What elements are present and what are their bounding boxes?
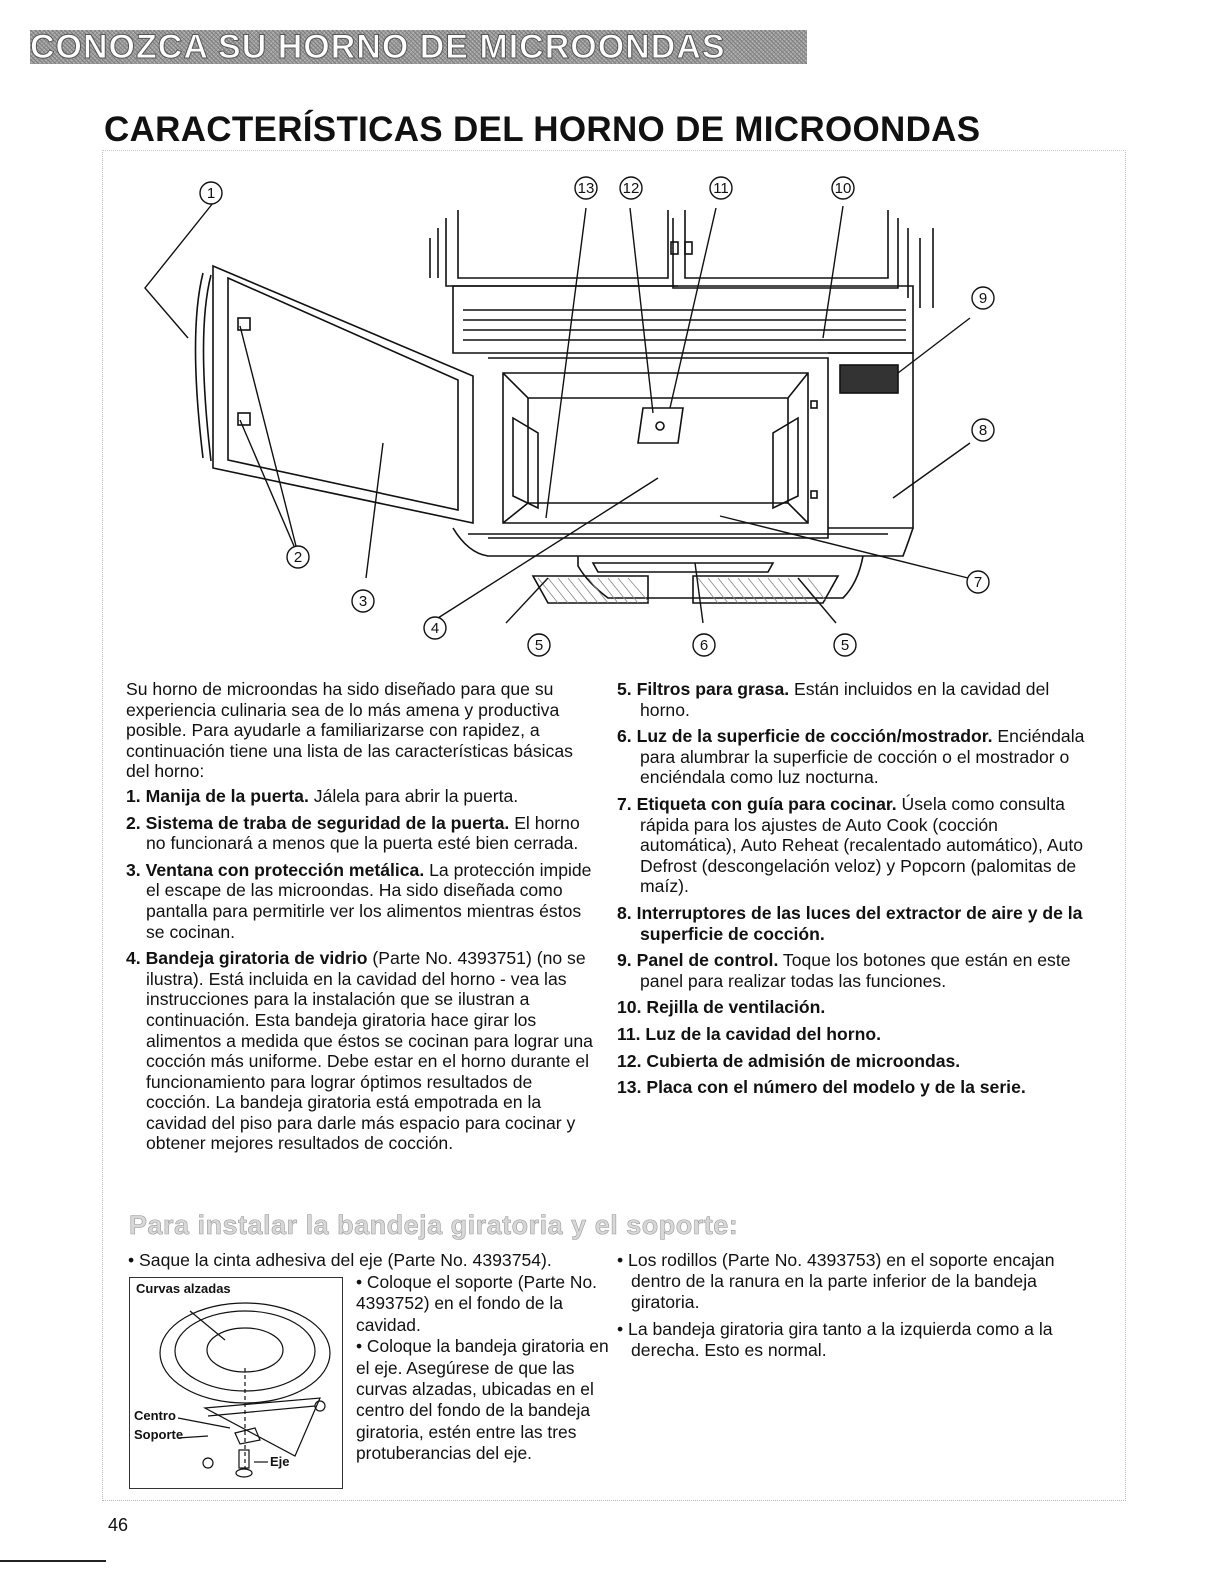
install-bullet-tape: • Saque la cinta adhesiva del eje (Parte No. 4393754). xyxy=(128,1250,552,1270)
feature-item-10: 10. Rejilla de ventilación. xyxy=(617,997,826,1018)
feature-item-11: 11. Luz de la cavidad del horno. xyxy=(617,1023,881,1044)
bottom-rule xyxy=(0,1560,106,1562)
feature-item-13: 13. Placa con el número del modelo y de la serie. xyxy=(617,1077,1026,1098)
label-soporte: Soporte xyxy=(134,1427,184,1442)
callout-7: 7 xyxy=(973,574,983,591)
feature-item-12: 12. Cubierta de admisión de microondas. xyxy=(617,1050,961,1071)
feature-item-9: 9. Panel de control. Toque los botones que están en este panel para realizar todas las funciones. xyxy=(617,950,1071,991)
label-centro: Centro xyxy=(134,1408,176,1423)
page-number: 46 xyxy=(108,1515,129,1535)
feature-item-2: 2. Sistema de traba de seguridad de la puerta. El horno no funcionará a menos que la puerta esté bien cerrada. xyxy=(126,812,580,854)
callout-1: 1 xyxy=(206,185,216,202)
install-bullet-support: • Coloque el soporte (Parte No. 4393752) en el fondo de la cavidad. xyxy=(356,1272,597,1335)
feature-item-5: 5. Filtros para grasa. Están incluidos en la cavidad del horno. xyxy=(617,679,1050,720)
content-frame-bottom xyxy=(102,1500,1124,1501)
callout-12: 12 xyxy=(622,180,640,197)
feature-item-3: 3. Ventana con protección metálica. La protección impide el escape de las microondas. Ha sido diseñada como pantalla para permitirle ver los alimentos mientras éstos se cocinan. xyxy=(126,859,592,942)
features-left-column xyxy=(126,679,594,1160)
callout-2: 2 xyxy=(293,549,303,566)
page-title: CARACTERÍSTICAS DEL HORNO DE MICROONDAS xyxy=(104,110,981,149)
callout-4: 4 xyxy=(430,620,440,637)
callout-5-right: 5 xyxy=(840,637,850,654)
feature-item-7: 7. Etiqueta con guía para cocinar. Úsela como consulta rápida para los ajustes de Auto Cook (cocción automática), Auto Reheat (recalentado automático), Auto Defrost (descongelación veloz) y Popcorn (palomitas de maíz). xyxy=(617,793,1084,897)
install-middle-column xyxy=(356,1272,618,1465)
callout-9: 9 xyxy=(978,290,988,307)
feature-item-4: 4. Bandeja giratoria de vidrio (Parte No. 4393751) (no se ilustra). Está incluida en la cavidad del horno - vea las instrucciones para la instalación que se ilustran a continuación. Esta bandeja giratoria hace girar los alimentos a medida que éstos se cocinan para lograr una cocción más uniforme. Debe estar en el horno durante el funcionamiento para lograr óptimos resultados de cocción. La bandeja giratoria está empotrada en la cavidad del piso para darle más espacio para cocinar y obtener mejores resultados de cocción. xyxy=(126,948,593,1154)
callout-11: 11 xyxy=(713,180,729,197)
feature-item-1: 1. Manija de la puerta. Jálela para abrir la puerta. xyxy=(126,785,519,806)
callout-6: 6 xyxy=(699,637,709,654)
callout-3: 3 xyxy=(358,593,368,610)
section-banner-title: CONOZCA SU HORNO DE MICROONDAS xyxy=(30,28,726,66)
callout-10: 10 xyxy=(834,180,852,197)
feature-item-6: 6. Luz de la superficie de cocción/mostrador. Enciéndala para alumbrar la superficie de cocción o el mostrador o enciéndala como luz nocturna. xyxy=(617,726,1085,788)
feature-item-8: 8. Interruptores de las luces del extractor de aire y de la superficie de cocción. xyxy=(617,902,1083,944)
install-bullet-rollers: • Los rodillos (Parte No. 4393753) en el soporte encajan dentro de la ranura en la parte inferior de la bandeja giratoria. xyxy=(617,1250,1055,1312)
install-bullet-rotation: • La bandeja giratoria gira tanto a la izquierda como a la derecha. Esto es normal. xyxy=(617,1319,1053,1360)
turntable-figure xyxy=(129,1277,343,1489)
callout-5-left: 5 xyxy=(534,637,544,654)
label-curvas: Curvas alzadas xyxy=(136,1281,231,1296)
intro-paragraph: Su horno de microondas ha sido diseñado para que su experiencia culinaria sea de lo más amena y productiva posible. Para ayudarle a familiarizarse con rapidez, a continuación tiene una lista de las características básicas del horno: xyxy=(126,679,573,782)
callout-8: 8 xyxy=(978,422,988,439)
turntable-illustration xyxy=(130,1278,342,1488)
label-eje: Eje xyxy=(270,1454,290,1469)
install-right-column xyxy=(617,1250,1097,1367)
features-right-column xyxy=(617,679,1097,1104)
microwave-diagram xyxy=(108,158,1108,668)
install-bullet-turntable: • Coloque la bandeja giratoria en el eje. Asegúrese de que las curvas alzadas, ubicadas en el centro del fondo de la bandeja giratoria, estén entre las tres protuberancias del eje. xyxy=(356,1336,609,1464)
callout-13: 13 xyxy=(577,180,595,197)
install-heading: Para instalar la bandeja giratoria y el soporte: xyxy=(129,1210,739,1240)
